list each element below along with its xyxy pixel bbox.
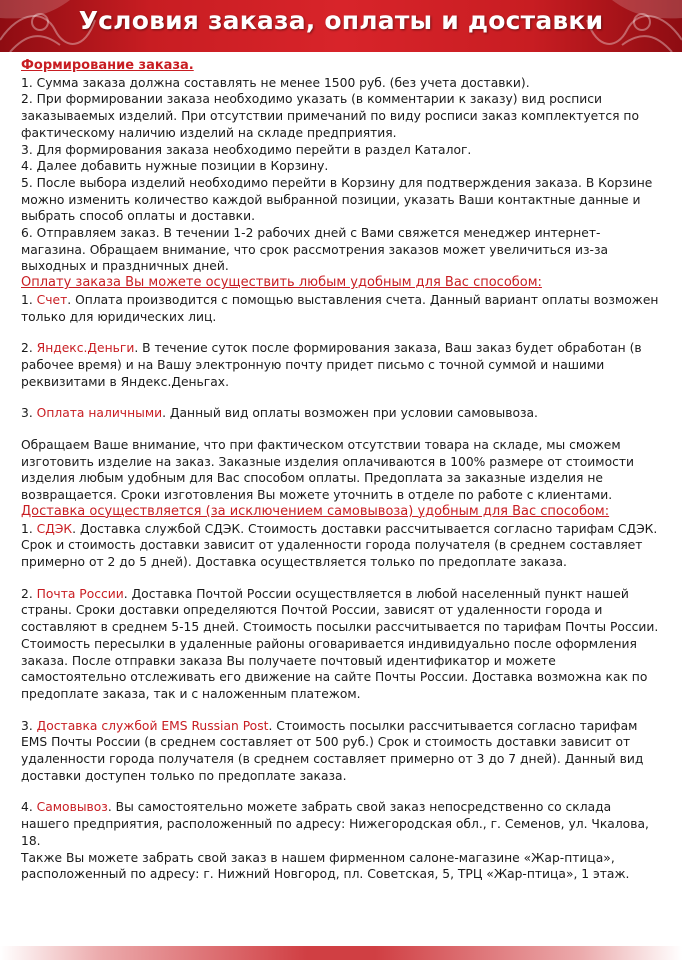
payment-note: Обращаем Ваше внимание, что при фактическом отсутствии товара на складе, мы сможем изготовить изделие на заказ. Заказные изделия оплачиваются в 100% размере от стоимости изделия любым удобным для Вас способом оплаты. Предоплата за заказные изделия не возвращается. Сроки изготовления Вы можете уточнить в отделе по работе с клиентами. (21, 438, 635, 503)
delivery-item-text: . Доставка службой СДЭК. Стоимость доставки рассчитывается согласно тарифам СДЭК. Срок и стоимость доставки зависит от удаленности города получателя (в среднем составляет примерно от 2 до 5 дней). Доставка осуществляется только по предоплате заказа. (21, 521, 658, 569)
delivery-extra-pickup: Также Вы можете забрать свой заказ в нашем фирменном салоне-магазине «Жар-птица», расположенный по адресу: г. Нижний Новгород, пл. Советская, 5, ТРЦ «Жар-птица», 1 этаж. (21, 850, 630, 882)
payment-item-2 (21, 340, 663, 390)
payment-method-yandex: Яндекс.Деньги (36, 341, 135, 356)
delivery-item-text: . Доставка Почтой России осуществляется в любой населенный пункт нашей страны. Сроки доставки определяются Почтой России, зависят от удаленности города и составляют в среднем 5-15 дней. Стоимость посылки рассчитывается по тарифам Почты России. Стоимость пересылки в удаленные районы оговаривается индивидуально после оформления заказа. После отправки заказа Вы получаете почтовый идентификатор и можете самостоятельно отслеживать его движение на сайте Почты России. Доставка возможна как по предоплате заказа, так и с наложенным платежом. (21, 586, 659, 701)
item-number: 2. (21, 341, 37, 356)
delivery-item-text: . Стоимость посылки рассчитывается согласно тарифам EMS Почты России (в среднем составляет от 500 руб.) Срок и стоимость доставки зависит от удаленности города получателя (в среднем составляет примерно от 3 до 7 дней). Данный вид доставки доступен только по предоплате заказа. (21, 718, 644, 783)
item-number: 4. (21, 800, 37, 815)
terms-content (21, 58, 663, 883)
delivery-item-text: . Вы самостоятельно можете забрать свой заказ непосредственно со склада нашего предприятия, расположенный по адресу: Нижегородская обл., г. Семенов, ул. Чкалова, 18. (21, 800, 649, 848)
payment-item-1 (21, 292, 663, 325)
formation-item-6: 6. Отправляем заказ. В течении 1-2 рабочих дней с Вами свяжется менеджер интернет-магазина. Обращаем внимание, что срок рассмотрения заказов может увеличиться из-за выходных и праздничных дней. (21, 226, 609, 274)
delivery-method-ems: Доставка службой EMS Russian Post (36, 718, 269, 733)
formation-item-5: 5. После выбора изделий необходимо перейти в Корзину для подтверждения заказа. В Корзине можно изменить количество каждой выбранной позиции, указать Ваши контактные данные и выбрать способ оплаты и доставки. (21, 175, 653, 224)
payment-item-3 (21, 405, 663, 422)
delivery-method-cdek: СДЭК (36, 521, 73, 536)
item-number: 1. (21, 521, 37, 536)
payment-item-text: . В течение суток после формирования заказа, Ваш заказ будет обработан (в рабочее время) и на Вашу электронную почту придет письмо с точной суммой и нашими реквизитами в Яндекс.Деньгах. (21, 341, 642, 389)
section-heading-payment: Оплату заказа Вы можете осуществить любым удобным для Вас способом: (21, 275, 542, 291)
item-number: 2. (21, 586, 37, 601)
title-banner (0, 0, 682, 52)
delivery-method-pickup: Самовывоз (36, 800, 108, 815)
formation-item-1: 1. Сумма заказа должна составлять не менее 1500 руб. (без учета доставки). (21, 75, 530, 90)
payment-method-cash: Оплата наличными (36, 406, 163, 421)
item-number: 3. (21, 406, 37, 421)
section-heading-formation: Формирование заказа. (21, 58, 194, 73)
section-heading-delivery: Доставка осуществляется (за исключением самовывоза) удобным для Вас способом: (21, 503, 610, 519)
bottom-ornament-strip (0, 946, 682, 960)
delivery-item-1 (21, 521, 663, 571)
payment-method-invoice: Счет (36, 292, 68, 307)
payment-item-text: . Оплата производится с помощью выставления счета. Данный вариант оплаты возможен только для юридических лиц. (21, 292, 659, 324)
item-number: 1. (21, 292, 37, 307)
delivery-item-3 (21, 718, 663, 785)
formation-item-4: 4. Далее добавить нужные позиции в Корзину. (21, 159, 329, 174)
formation-item-3: 3. Для формирования заказа необходимо перейти в раздел Каталог. (21, 142, 472, 157)
delivery-method-russian-post: Почта России (36, 586, 124, 601)
payment-item-text: . Данный вид оплаты возможен при условии самовывоза. (162, 406, 538, 421)
delivery-item-2 (21, 586, 663, 703)
item-number: 3. (21, 718, 37, 733)
page-title: Условия заказа, оплаты и доставки (78, 6, 604, 35)
formation-item-2: 2. При формировании заказа необходимо указать (в комментарии к заказу) вид росписи заказываемых изделий. При отсутствии примечаний по виду росписи заказ комплектуется по фактическому наличию изделий на складе предприятия. (21, 92, 639, 140)
delivery-item-4 (21, 799, 663, 849)
